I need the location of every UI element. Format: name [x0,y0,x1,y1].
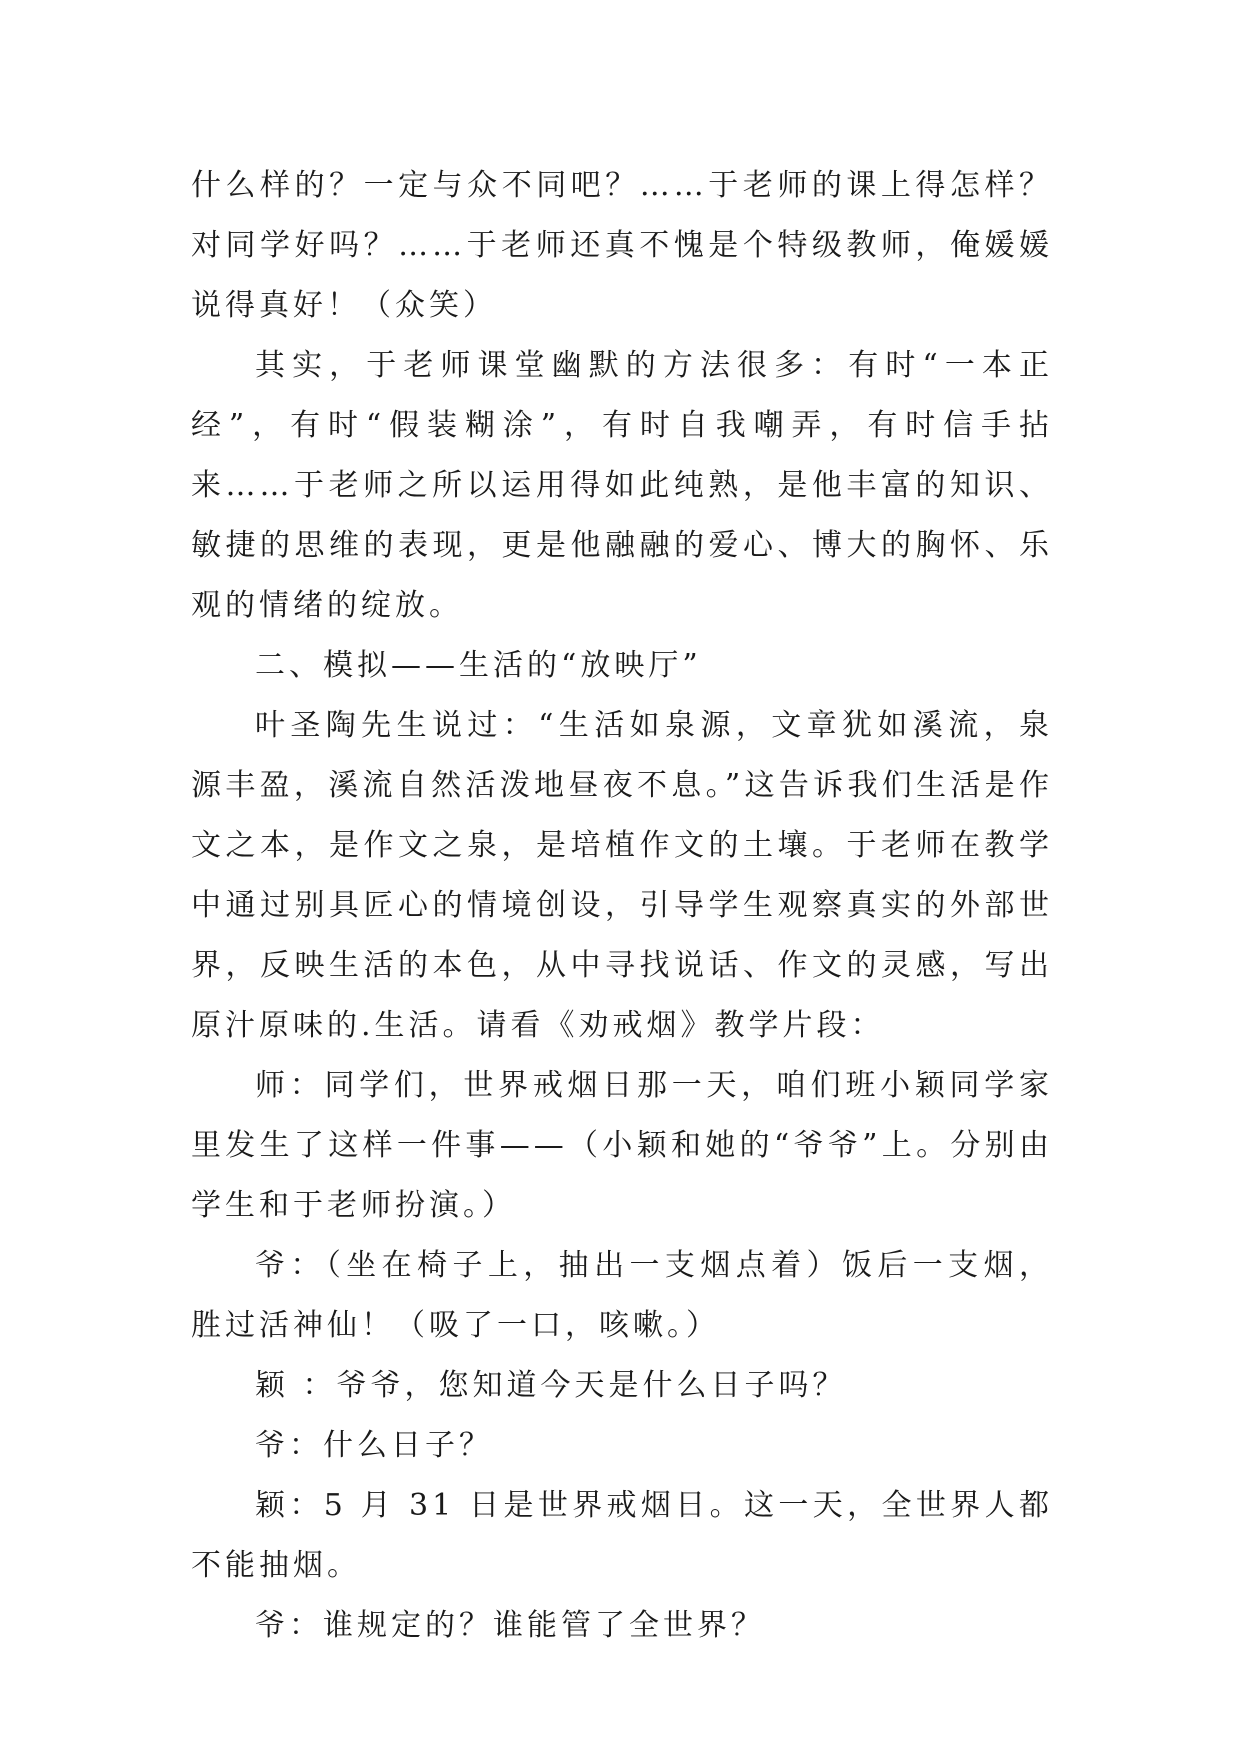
dialogue-line: 颖：5 月 31 日是世界戒烟日。这一天，全世界人都不能抽烟。 [191,1488,1053,1583]
dialogue-line: 师：同学们，世界戒烟日那一天，咱们班小颖同学家里发生了这样一件事——（小颖和她的“爷爷”上。分别由学生和于老师扮演。） [191,1068,1053,1223]
paragraph-continued: 什么样的？一定与众不同吧？……于老师的课上得怎样？对同学好吗？……于老师还真不愧是个特级教师，俺媛媛说得真好！（众笑） [191,168,1053,323]
paragraph-humor-methods: 其实，于老师课堂幽默的方法很多：有时“一本正经”，有时“假装糊涂”，有时自我嘲弄，有时信手拈来……于老师之所以运用得如此纯熟，是他丰富的知识、敏捷的思维的表现，更是他融融的爱心、博大的胸怀、乐观的情绪的绽放。 [191,348,1053,623]
dialogue-line: 爷：什么日子？ [255,1428,493,1463]
dialogue-line: 爷：（坐在椅子上，抽出一支烟点着）饭后一支烟，胜过活神仙！（吸了一口，咳嗽。） [191,1248,1053,1343]
dialogue-line: 爷：谁规定的？谁能管了全世界？ [255,1608,765,1643]
dialogue-line: 颖 ：爷爷，您知道今天是什么日子吗？ [255,1368,847,1403]
document-body [191,156,1053,1656]
section-heading: 二、模拟——生活的“放映厅” [255,648,702,683]
paragraph-ye-shengtao: 叶圣陶先生说过：“生活如泉源，文章犹如溪流，泉源丰盈，溪流自然活泼地昼夜不息。”这告诉我们生活是作文之本，是作文之泉，是培植作文的土壤。于老师在教学中通过别具匠心的情境创设，引导学生观察真实的外部世界，反映生活的本色，从中寻找说话、作文的灵感，写出原汁原味的.生活。请看《劝戒烟》教学片段： [191,708,1053,1043]
